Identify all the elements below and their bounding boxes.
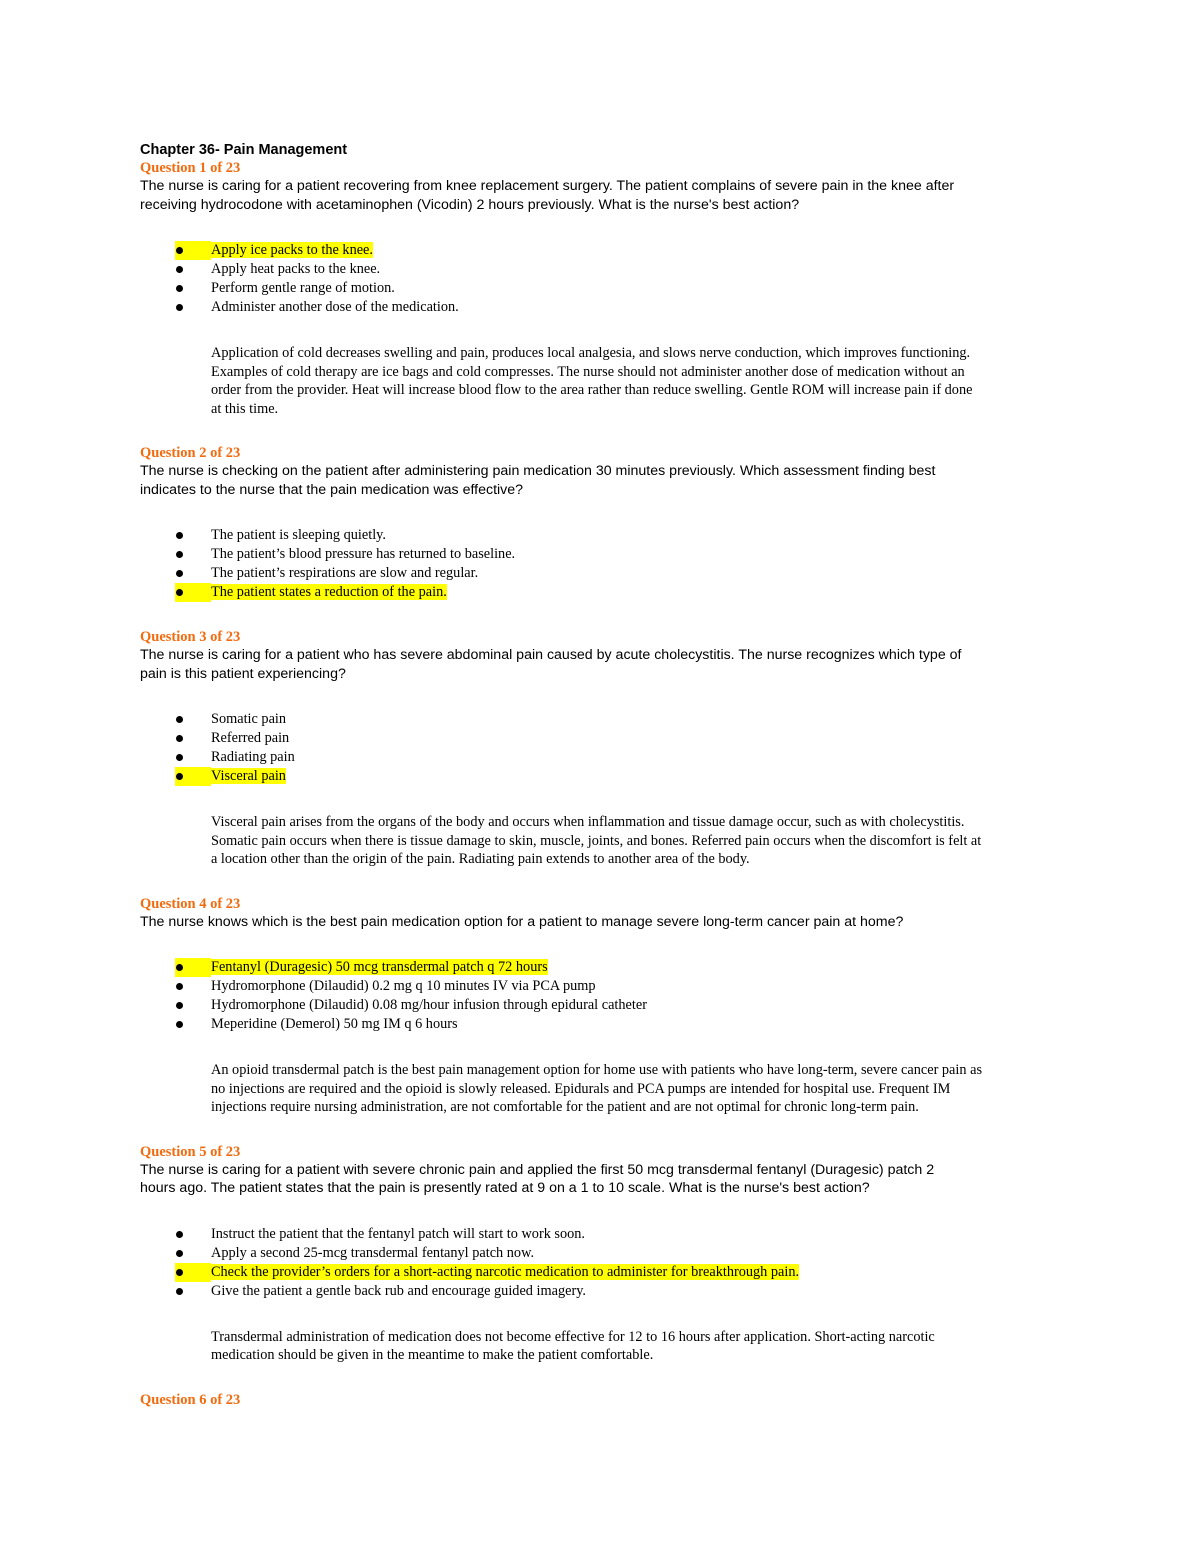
bullet-icon	[176, 1231, 183, 1238]
question-stem	[140, 177, 1065, 214]
question-block	[140, 1365, 1065, 1409]
question-list	[140, 159, 1065, 1409]
rationale-line: Application of cold decreases swelling and pain, produces local analgesia, and slows nerve conduction, which improves functioning.	[211, 345, 971, 361]
bullet-icon	[176, 589, 183, 596]
question-stem-line: receiving hydrocodone with acetaminophen (Vicodin) 2 hours previously. What is the nurse's best action?	[140, 196, 800, 213]
answer-option-text: Hydromorphone (Dilaudid) 0.08 mg/hour infusion through epidural catheter	[211, 997, 647, 1013]
answer-option	[140, 748, 1065, 767]
answer-option-correct	[140, 1263, 1065, 1282]
answer-option	[140, 279, 1065, 298]
answer-option-text: Apply ice packs to the knee.	[211, 242, 373, 258]
question-block	[140, 1117, 1065, 1365]
answer-option-text: Perform gentle range of motion.	[211, 280, 395, 296]
answer-option-text: Give the patient a gentle back rub and encourage guided imagery.	[211, 1282, 587, 1299]
rationale-line: at this time.	[211, 400, 279, 417]
bullet-icon	[176, 1269, 183, 1276]
answer-options	[140, 710, 1065, 786]
answer-option-text: The patient’s respirations are slow and regular.	[211, 565, 479, 581]
answer-option-text: Somatic pain	[211, 711, 287, 727]
question-stem-line: pain is this patient experiencing?	[140, 665, 346, 682]
answer-option-text: Fentanyl (Duragesic) 50 mcg transdermal patch q 72 hours	[211, 959, 548, 975]
rationale	[140, 1061, 1065, 1117]
answer-option-text: Meperidine (Demerol) 50 mg IM q 6 hours	[211, 1016, 458, 1032]
answer-options	[140, 526, 1065, 602]
answer-option-correct	[140, 241, 1065, 260]
question-label: Question 1 of 23	[140, 160, 241, 176]
answer-option-text: Check the provider’s orders for a short-acting narcotic medication to administer for breakthrough pain.	[211, 1263, 800, 1280]
question-label: Question 2 of 23	[140, 445, 241, 461]
rationale-line: Somatic pain occurs when there is tissue damage to skin, muscle, joints, and bones. Referred pain occurs when the discomfort is felt at	[211, 832, 982, 849]
question-stem-line: The nurse knows which is the best pain medication option for a patient to manage severe long-term cancer pain at home?	[140, 913, 904, 930]
question-stem-line: The nurse is caring for a patient who has severe abdominal pain caused by acute cholecystitis. The nurse recognizes which type of	[140, 647, 962, 663]
question-label: Question 6 of 23	[140, 1391, 241, 1408]
question-label: Question 5 of 23	[140, 1143, 241, 1160]
bullet-icon	[176, 1250, 183, 1257]
answer-options	[140, 1225, 1065, 1301]
rationale-line: Examples of cold therapy are ice bags and cold compresses. The nurse should not administer another dose of medication without an	[211, 363, 965, 380]
answer-option	[140, 298, 1065, 317]
question-block	[140, 602, 1065, 869]
bullet-icon	[176, 570, 183, 577]
rationale-line: Visceral pain arises from the organs of the body and occurs when inflammation and tissue damage occur, such as with cholecystitis.	[211, 814, 965, 830]
bullet-icon	[176, 304, 183, 311]
rationale-line: injections require nursing administration, are not comfortable for the patient and are not optimal for chronic long-term pain.	[211, 1099, 919, 1115]
bullet-icon	[176, 1002, 183, 1009]
answer-option-text: Instruct the patient that the fentanyl patch will start to work soon.	[211, 1225, 586, 1242]
question-stem	[140, 1161, 1065, 1198]
bullet-icon	[176, 1288, 183, 1295]
answer-option	[140, 545, 1065, 564]
answer-option-text: Referred pain	[211, 730, 290, 746]
answer-option	[140, 710, 1065, 729]
bullet-icon	[176, 1021, 183, 1028]
rationale	[140, 813, 1065, 869]
answer-option	[140, 1225, 1065, 1244]
answer-option	[140, 1015, 1065, 1034]
question-label: Question 3 of 23	[140, 629, 241, 645]
rationale-line: An opioid transdermal patch is the best pain management option for home use with patients who have long-term, severe cancer pain as	[211, 1062, 983, 1078]
question-block	[140, 869, 1065, 1117]
chapter-title: Chapter 36- Pain Management	[140, 142, 348, 158]
answer-option-text: Apply heat packs to the knee.	[211, 261, 381, 277]
answer-option-text: The patient’s blood pressure has returned to baseline.	[211, 546, 516, 562]
rationale-line: Transdermal administration of medication does not become effective for 12 to 16 hours after application. Short-acting narcotic	[211, 1328, 935, 1345]
question-label: Question 4 of 23	[140, 895, 241, 912]
question-stem-line: The nurse is checking on the patient after administering pain medication 30 minutes previously. Which assessment finding best	[140, 463, 936, 479]
bullet-icon	[176, 266, 183, 273]
answer-option-text: Radiating pain	[211, 749, 295, 765]
answer-option-correct	[140, 583, 1065, 602]
answer-option	[140, 1244, 1065, 1263]
bullet-icon	[176, 247, 183, 254]
question-stem-line: indicates to the nurse that the pain medication was effective?	[140, 481, 524, 498]
question-stem	[140, 913, 1065, 932]
rationale-line: no injections are required and the opioid is slowly released. Epidurals and PCA pumps are intended for hospital use. Frequent IM	[211, 1080, 951, 1097]
answer-option-correct	[140, 767, 1065, 786]
answer-option	[140, 526, 1065, 545]
rationale-line: medication should be given in the meantime to make the patient comfortable.	[211, 1347, 654, 1363]
question-stem	[140, 462, 1065, 499]
bullet-icon	[176, 964, 183, 971]
answer-option-text: The patient states a reduction of the pain.	[211, 584, 447, 600]
question-block	[140, 418, 1065, 602]
answer-option-text: Apply a second 25-mcg transdermal fentanyl patch now.	[211, 1244, 535, 1261]
rationale	[140, 344, 1065, 418]
answer-option-text: Hydromorphone (Dilaudid) 0.2 mg q 10 minutes IV via PCA pump	[211, 978, 596, 994]
bullet-icon	[176, 754, 183, 761]
answer-option-text: Visceral pain	[211, 768, 286, 784]
answer-option	[140, 260, 1065, 279]
answer-option	[140, 1282, 1065, 1301]
rationale	[140, 1328, 1065, 1365]
question-stem-line: The nurse is caring for a patient with severe chronic pain and applied the first 50 mcg transdermal fentanyl (Duragesic) patch 2	[140, 1161, 935, 1178]
answer-options	[140, 241, 1065, 317]
bullet-icon	[176, 983, 183, 990]
answer-option	[140, 564, 1065, 583]
question-stem-line: The nurse is caring for a patient recovering from knee replacement surgery. The patient complains of severe pain in the knee after	[140, 178, 955, 194]
answer-option-text: Administer another dose of the medication.	[211, 299, 459, 315]
bullet-icon	[176, 532, 183, 539]
bullet-icon	[176, 716, 183, 723]
answer-option	[140, 729, 1065, 748]
bullet-icon	[176, 551, 183, 558]
question-block	[140, 159, 1065, 418]
answer-option	[140, 996, 1065, 1015]
document-page	[140, 141, 1065, 1409]
question-stem-line: hours ago. The patient states that the pain is presently rated at 9 on a 1 to 10 scale. What is the nurse's best action?	[140, 1180, 870, 1196]
answer-options	[140, 958, 1065, 1034]
answer-option-correct	[140, 958, 1065, 977]
question-stem	[140, 646, 1065, 683]
bullet-icon	[176, 735, 183, 742]
bullet-icon	[176, 285, 183, 292]
rationale-line: order from the provider. Heat will increase blood flow to the area rather than reduce swelling. Gentle ROM will increase pain if done	[211, 382, 973, 398]
answer-option	[140, 977, 1065, 996]
answer-option-text: The patient is sleeping quietly.	[211, 527, 386, 543]
rationale-line: a location other than the origin of the pain. Radiating pain extends to another area of the body.	[211, 851, 750, 867]
bullet-icon	[176, 773, 183, 780]
